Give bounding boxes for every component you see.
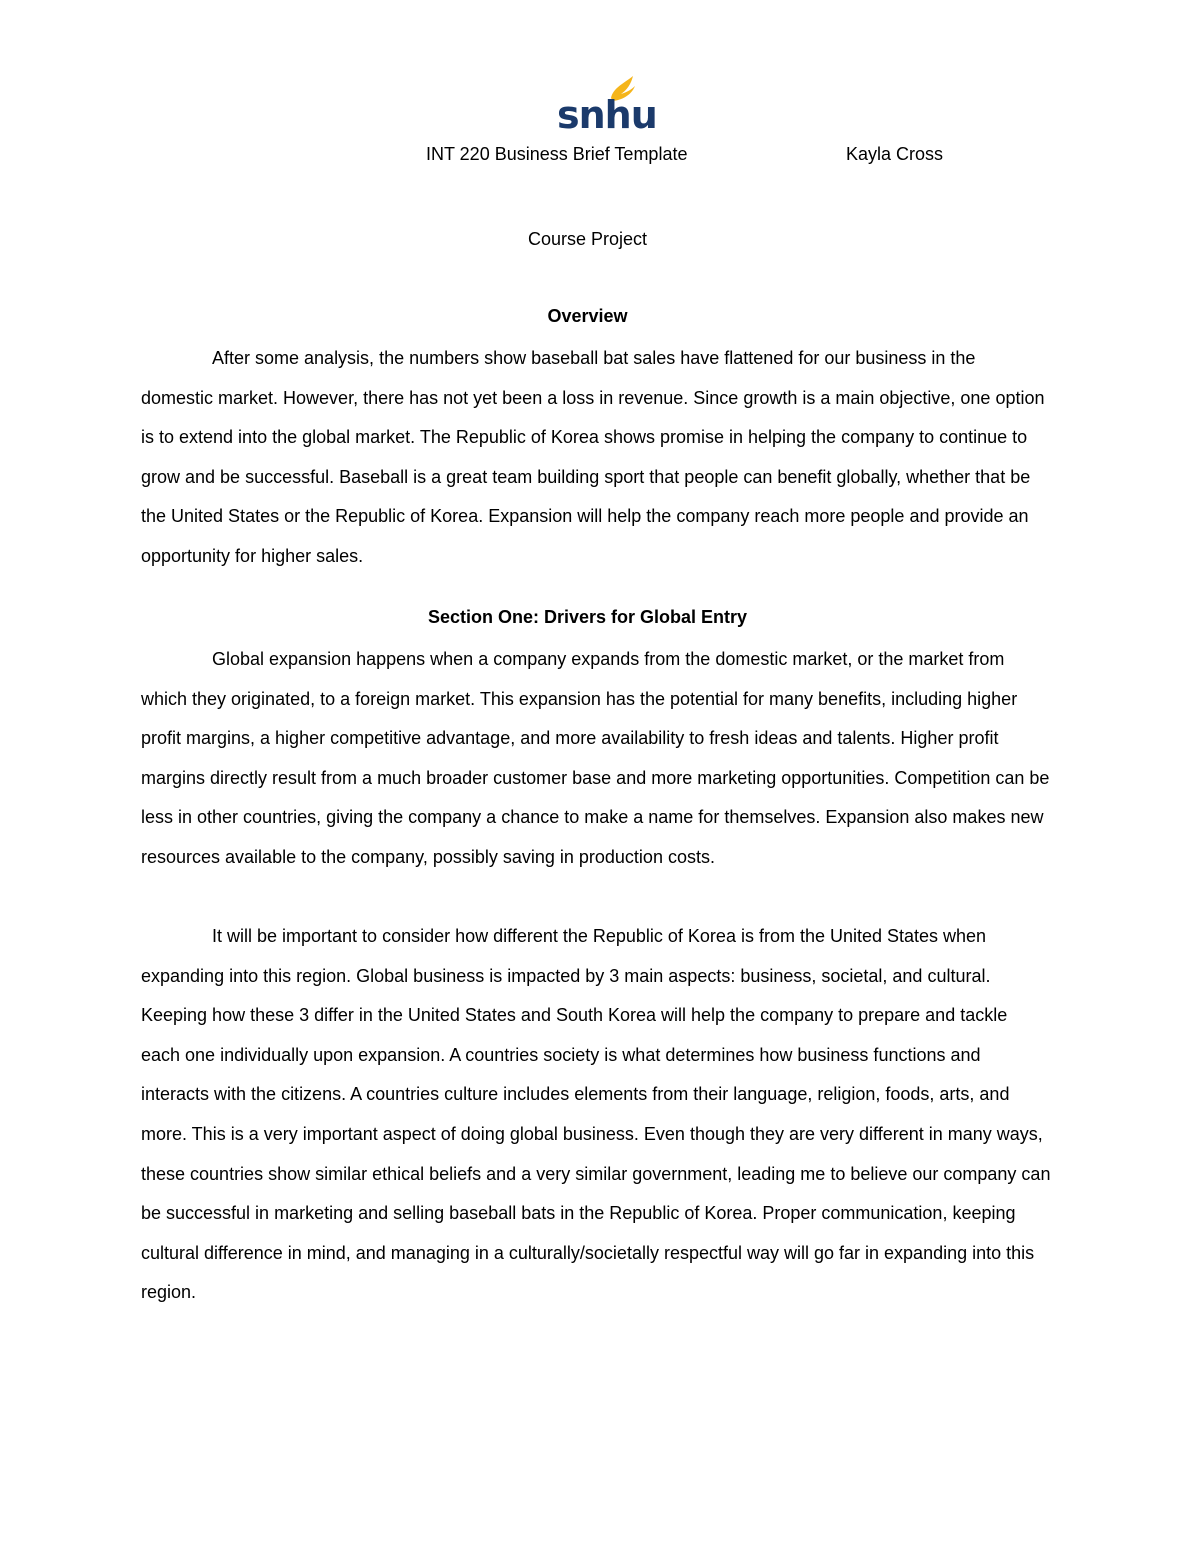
snhu-logo	[555, 74, 657, 137]
section-one-heading: Section One: Drivers for Global Entry	[427, 607, 748, 627]
header-author: Kayla Cross	[846, 144, 944, 164]
snhu-wordmark: snhu	[557, 93, 657, 137]
course-title: Course Project	[527, 229, 648, 249]
header-title: INT 220 Business Brief Template	[426, 144, 688, 164]
section-one-paragraph-2: It will be important to consider how different the Republic of Korea is from the United States when expanding into this region. Global business is impacted by 3 main aspects: business, societal, and cultural. Keeping how these 3 differ in the United States and South Korea will help the company to prepare and tackle each one individually upon expansion. A countries society is what determines how business functions and interacts with the citizens. A countries culture includes elements from their language, religion, foods, arts, and more. This is a very important aspect of doing global business. Even though they are very different in many ways, these countries show similar ethical beliefs and a very similar government, leading me to believe our company can be successful in marketing and selling baseball bats in the Republic of Korea. Proper communication, keeping cultural difference in mind, and managing in a culturally/societally respectful way will go far in expanding into this region.	[141, 926, 1051, 1303]
section-one-paragraph-1: Global expansion happens when a company expands from the domestic market, or the market from which they originated, to a foreign market. This expansion has the potential for many benefits, including higher profit margins, a higher competitive advantage, and more availability to fresh ideas and talents. Higher profit margins directly result from a much broader customer base and more marketing opportunities. Competition can be less in other countries, giving the company a chance to make a name for themselves. Expansion also makes new resources available to the company, possibly saving in production costs.	[141, 649, 1050, 867]
overview-heading: Overview	[547, 306, 628, 326]
document-header	[0, 144, 1200, 170]
snhu-logo-graphic	[555, 74, 657, 137]
overview-paragraph: After some analysis, the numbers show baseball bat sales have flattened for our business in the domestic market. However, there has not yet been a loss in revenue. Since growth is a main objective, one option is to extend into the global market. The Republic of Korea shows promise in helping the company to continue to grow and be successful. Baseball is a great team building sport that people can benefit globally, whether that be the United States or the Republic of Korea. Expansion will help the company reach more people and provide an opportunity for higher sales.	[141, 348, 1045, 566]
